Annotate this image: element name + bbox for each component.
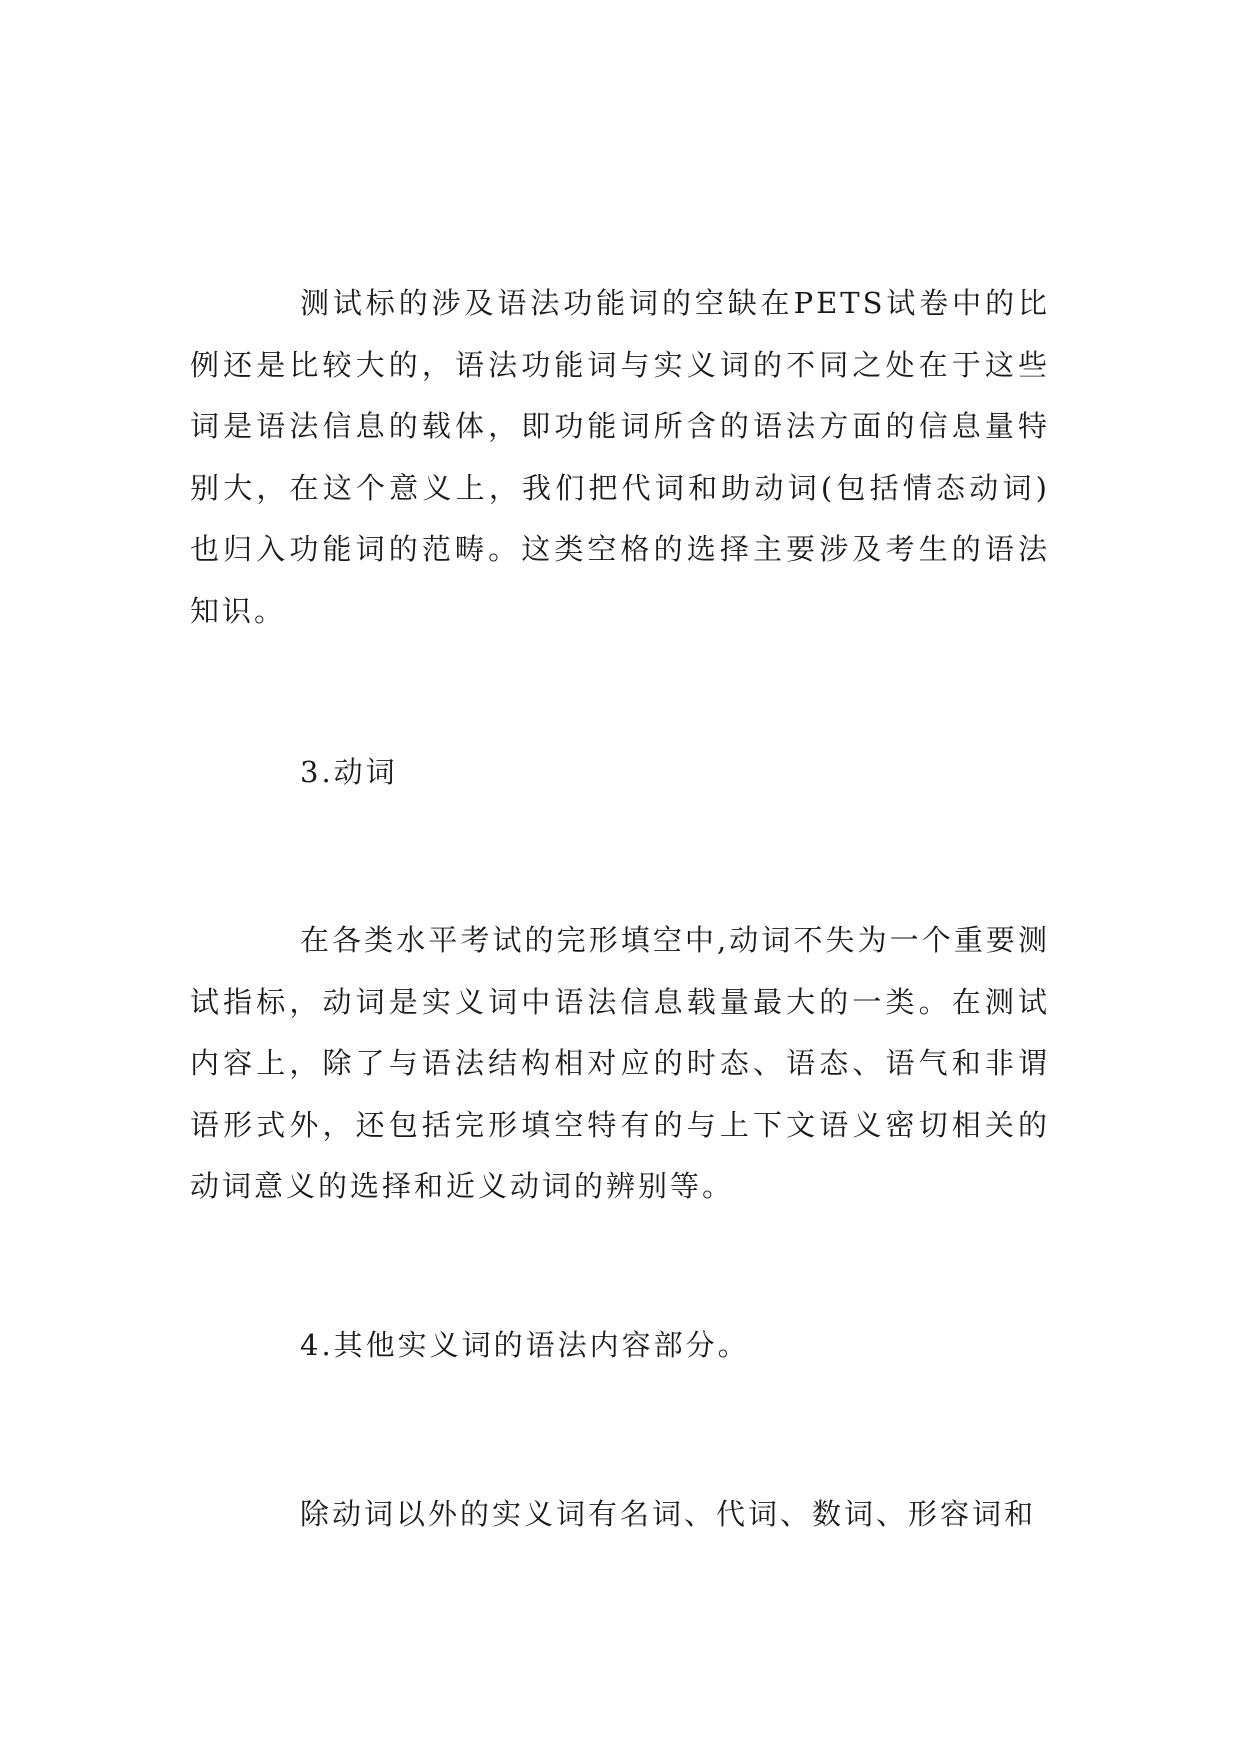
section-heading-other-content-words: 4.其他实义词的语法内容部分。 [300, 1328, 750, 1362]
paragraph-verbs: 在各类水平考试的完形填空中,动词不失为一个重要测试指标，动词是实义词中语法信息载量最大的一类。在测试内容上，除了与语法结构相对应的时态、语态、语气和非谓语形式外，还包括完形填空特有的与上下文语义密切相关的动词意义的选择和近义动词的辨别等。 [190, 923, 1050, 1204]
section-heading-verbs: 3.动词 [300, 755, 398, 789]
paragraph-other-content-words: 除动词以外的实义词有名词、代词、数词、形容词和 [300, 1497, 1037, 1531]
paragraph-function-words: 测试标的涉及语法功能词的空缺在PETS试卷中的比例还是比较大的，语法功能词与实义词的不同之处在于这些词是语法信息的载体，即功能词所含的语法方面的信息量特别大，在这个意义上，我们把代词和助动词(包括情态动词)也归入功能词的范畴。这类空格的选择主要涉及考生的语法知识。 [190, 286, 1050, 628]
